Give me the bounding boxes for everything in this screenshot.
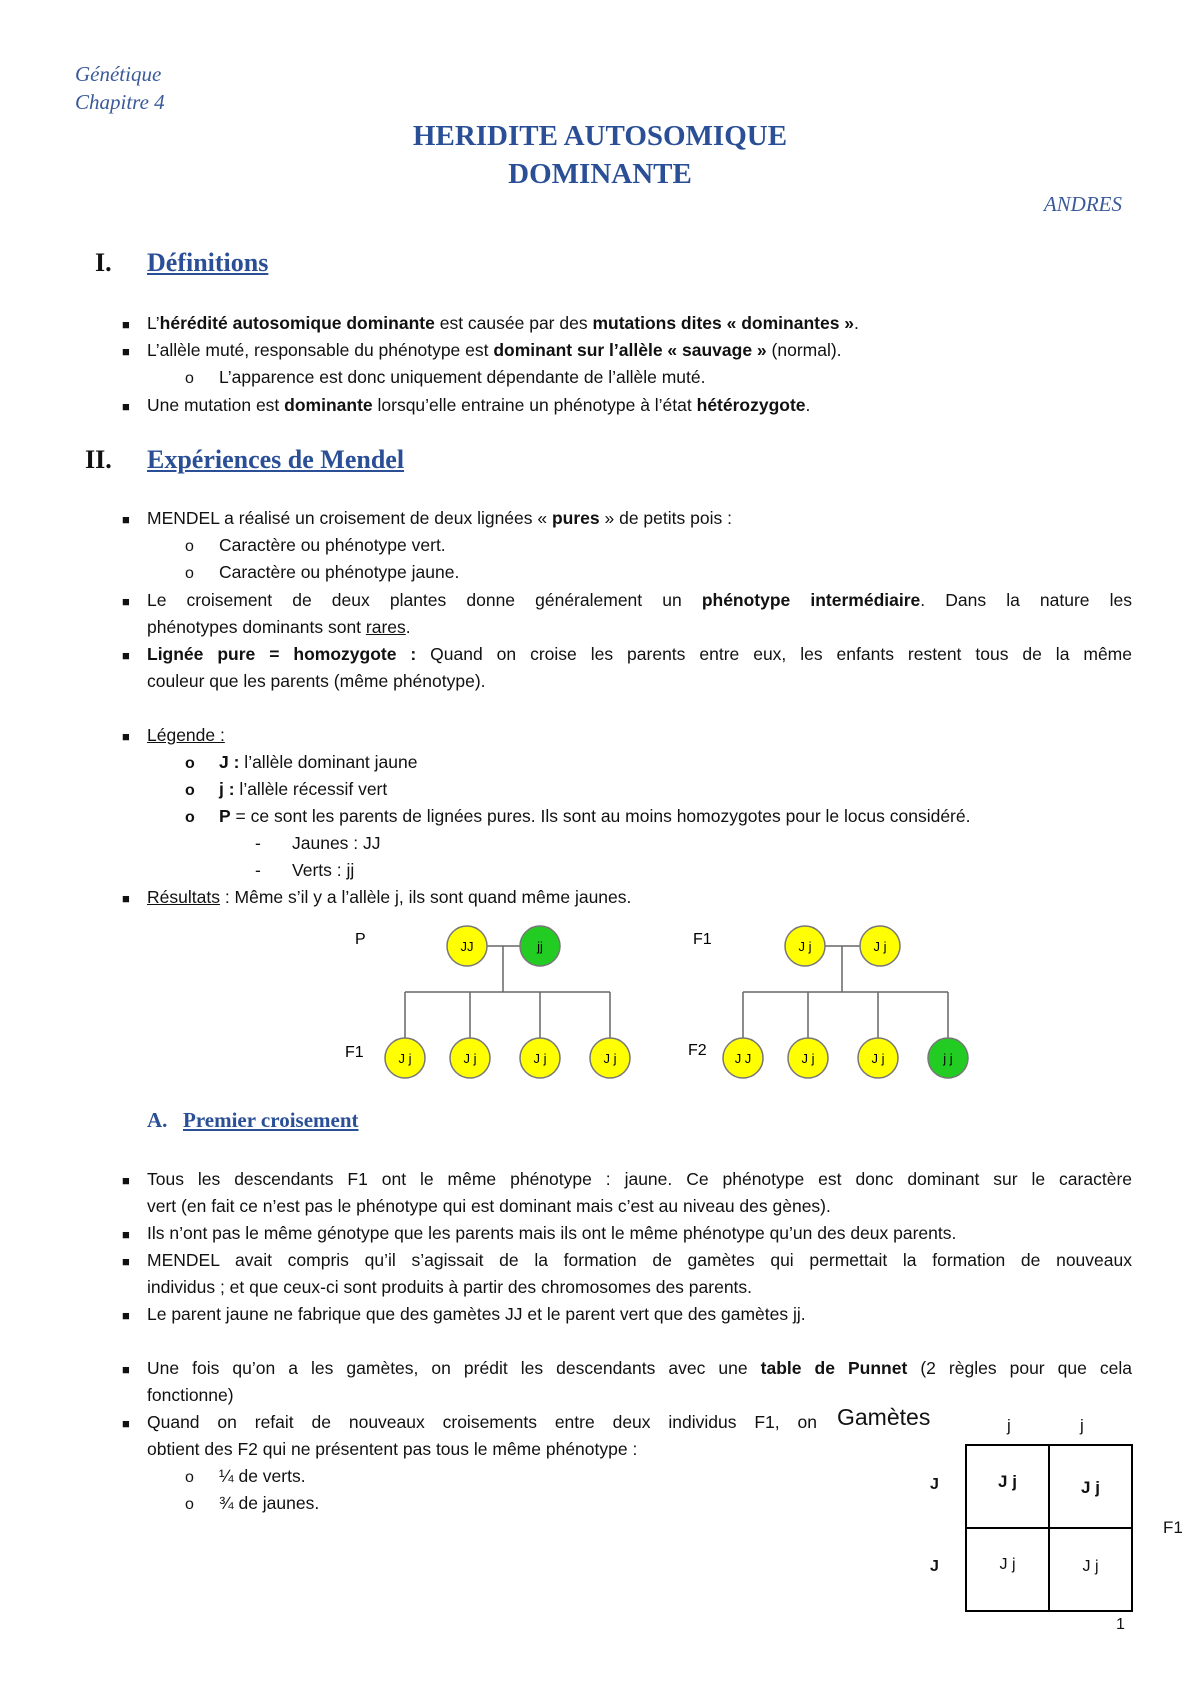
list-item-text: individus ; et que ceux-ci sont produits à partir des chromosomes des parents.: [147, 1277, 753, 1297]
list-item: ■ Le parent jaune ne fabrique que des gamètes JJ et le parent vert que des gamètes jj.: [122, 1304, 806, 1324]
section-1-number: I.: [95, 248, 112, 277]
list-item-text: MENDEL avait compris qu’il s’agissait de la formation de gamètes qui permettait la formation de nouveaux: [147, 1250, 1132, 1270]
punnett-side-label: F1: [1163, 1518, 1183, 1537]
square-bullet-icon: ■: [122, 1362, 130, 1377]
list-item: ■ Une mutation est dominante lorsqu’elle entraine un phénotype à l’état hétérozygote.: [122, 395, 811, 415]
list-item: [122, 1166, 130, 1194]
left-child-1-label: J j: [398, 1051, 412, 1066]
list-item: o j : l’allèle récessif vert: [185, 779, 388, 799]
square-bullet-icon: ■: [122, 1308, 130, 1323]
list-item-text: Le croisement de deux plantes donne généralement un phénotype intermédiaire. Dans la nature les: [147, 590, 1133, 610]
left-child-3-label: J j: [533, 1051, 547, 1066]
list-item: ■ Ils n’ont pas le même génotype que les parents mais ils ont le même phénotype qu’un des deux parents.: [122, 1223, 957, 1243]
square-bullet-icon: ■: [122, 594, 130, 609]
square-bullet-icon: ■: [122, 317, 130, 332]
circle-bullet-icon: o: [185, 1469, 194, 1486]
list-item: - Jaunes : JJ: [255, 833, 381, 853]
punnett-title: Gamètes: [837, 1404, 931, 1430]
circle-bullet-icon: o: [185, 809, 195, 826]
dash-bullet-icon: -: [255, 833, 261, 853]
list-item: ■ MENDEL a réalisé un croisement de deux lignées « pures » de petits pois :: [122, 508, 732, 528]
list-item: ■ L’allèle muté, responsable du phénotype est dominant sur l’allèle « sauvage » (normal).: [122, 340, 842, 360]
left-parent-1-label: JJ: [460, 939, 474, 954]
square-bullet-icon: ■: [122, 1227, 130, 1242]
circle-bullet-icon: o: [185, 565, 194, 582]
list-item-text: Une fois qu’on a les gamètes, on prédit les descendants avec une table de Punnet (2 règles pour que cela: [147, 1358, 1132, 1378]
list-item: ■ L’hérédité autosomique dominante est causée par des mutations dites « dominantes ».: [122, 313, 859, 333]
right-gen-bottom-label: F2: [688, 1042, 707, 1059]
right-child-2-label: J j: [801, 1051, 815, 1066]
page-number: 1: [1116, 1616, 1125, 1633]
right-parent-2-label: J j: [873, 939, 887, 954]
square-bullet-icon: ■: [122, 648, 130, 663]
circle-bullet-icon: o: [185, 1496, 194, 1513]
left-gen-top-label: P: [355, 931, 366, 948]
right-parent-1-label: J j: [798, 939, 812, 954]
cross-diagram: [0, 910, 1200, 1090]
subsection-a-number: A.: [147, 1108, 168, 1132]
list-item: [122, 587, 130, 615]
list-item: [122, 1247, 130, 1275]
left-cross: [345, 926, 630, 1078]
page-title-line2: DOMINANTE: [508, 158, 692, 190]
list-item: o Caractère ou phénotype vert.: [185, 535, 446, 555]
header-subject: Génétique: [75, 62, 162, 86]
list-item: o J : l’allèle dominant jaune: [185, 752, 418, 772]
list-item-text: couleur que les parents (même phénotype).: [147, 671, 486, 691]
punnett-cell: J j: [1082, 1558, 1099, 1575]
punnett-cell: J j: [998, 1472, 1017, 1491]
list-item: ■ Résultats : Même s’il y a l’allèle j, ils sont quand même jaunes.: [122, 887, 632, 907]
square-bullet-icon: ■: [122, 344, 130, 359]
list-item-text: fonctionne): [147, 1385, 234, 1405]
right-child-3-label: J j: [871, 1051, 885, 1066]
square-bullet-icon: ■: [122, 1416, 130, 1431]
square-bullet-icon: ■: [122, 891, 130, 906]
list-item: - Verts : jj: [255, 860, 355, 880]
circle-bullet-icon: o: [185, 370, 194, 387]
list-item-text: phénotypes dominants sont rares.: [147, 617, 411, 637]
author: ANDRES: [1043, 192, 1122, 216]
punnett-row-1: J: [930, 1476, 939, 1493]
circle-bullet-icon: o: [185, 782, 195, 799]
punnett-grid: [965, 1444, 1133, 1612]
punnett-cell: J j: [999, 1556, 1016, 1573]
list-item: [122, 1355, 130, 1383]
punnett-col-2: j: [1080, 1416, 1084, 1435]
list-item-text: obtient des F2 qui ne présentent pas tous le même phénotype :: [147, 1439, 638, 1459]
list-item: o ¼ de verts.: [185, 1466, 306, 1486]
list-item: [122, 641, 130, 669]
list-item-text: Tous les descendants F1 ont le même phénotype : jaune. Ce phénotype est donc dominant sur le caractère: [147, 1169, 1132, 1189]
square-bullet-icon: ■: [122, 512, 130, 527]
circle-bullet-icon: o: [185, 538, 194, 555]
list-item: [122, 1409, 130, 1437]
right-child-1-label: J J: [734, 1051, 752, 1066]
square-bullet-icon: ■: [122, 1254, 130, 1269]
left-gen-bottom-label: F1: [345, 1044, 364, 1061]
header-chapter: Chapitre 4: [75, 90, 165, 114]
list-item-text: vert (en fait ce n’est pas le phénotype qui est dominant mais c’est au niveau des gènes).: [147, 1196, 831, 1216]
left-child-4-label: J j: [603, 1051, 617, 1066]
section-2-title: Expériences de Mendel: [147, 445, 405, 474]
square-bullet-icon: ■: [122, 399, 130, 414]
subsection-a-title: Premier croisement: [183, 1108, 359, 1132]
section-1-title: Définitions: [147, 248, 269, 277]
list-item: o L’apparence est donc uniquement dépendante de l’allèle muté.: [185, 367, 706, 387]
right-child-4-label: j j: [943, 1051, 953, 1066]
list-item: ■ Légende :: [122, 725, 225, 745]
square-bullet-icon: ■: [122, 1173, 130, 1188]
circle-bullet-icon: o: [185, 755, 195, 772]
punnett-row-2: J: [930, 1558, 939, 1575]
page-title-line1: HERIDITE AUTOSOMIQUE: [412, 120, 788, 152]
punnett-col-1: j: [1007, 1416, 1011, 1435]
list-item-text: Quand on refait de nouveaux croisements entre deux individus F1, on: [147, 1412, 817, 1432]
section-2-number: II.: [85, 445, 112, 474]
right-gen-top-label: F1: [693, 931, 712, 948]
list-item: o Caractère ou phénotype jaune.: [185, 562, 460, 582]
dash-bullet-icon: -: [255, 860, 261, 880]
list-item-text: Lignée pure = homozygote : Quand on croise les parents entre eux, les enfants restent tous de la même: [147, 644, 1132, 664]
punnett-cell: J j: [1081, 1478, 1100, 1497]
right-cross: [688, 926, 968, 1078]
list-item: o P = ce sont les parents de lignées pures. Ils sont au moins homozygotes pour le locus considéré.: [185, 806, 971, 826]
list-item: o ¾ de jaunes.: [185, 1493, 320, 1513]
left-parent-2-label: jj: [537, 939, 543, 954]
left-child-2-label: J j: [463, 1051, 477, 1066]
square-bullet-icon: ■: [122, 729, 130, 744]
